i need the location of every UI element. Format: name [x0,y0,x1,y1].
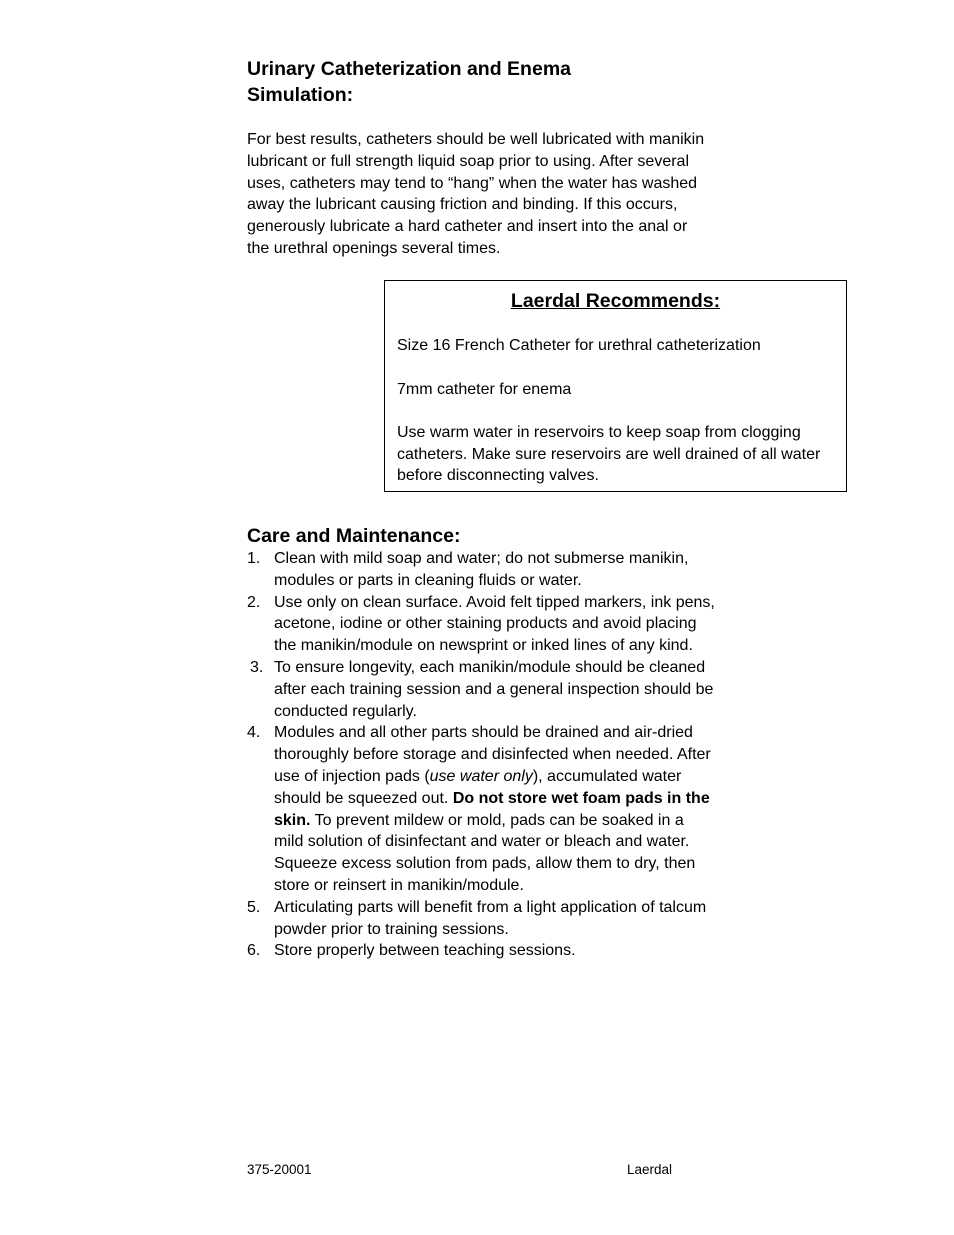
list-item [247,897,717,941]
recommendation-item: Use warm water in reservoirs to keep soap from clogging catheters. Make sure reservoirs are well drained of all water before disconnecting valves. [397,424,821,485]
list-item [247,592,717,657]
list-number: 4. [247,724,261,742]
list-text-italic: use water only [429,767,533,785]
list-text: Store properly between teaching sessions. [274,942,576,960]
list-text: Clean with mild soap and water; do not submerse manikin, modules or parts in cleaning fluids or water. [274,550,689,589]
care-list [247,548,717,962]
footer-document-number: 375-20001 [247,1162,312,1177]
list-item [247,548,717,592]
list-number: 6. [247,942,261,960]
list-number: 2. [247,593,261,611]
list-item [247,722,717,896]
list-text-part: To prevent mildew or mold, pads can be soaked in a mild solution of disinfectant and water or bleach and water. Squeeze excess solution from pads, allow them to dry, then store or reinsert in manikin/module. [274,811,696,894]
list-number: 3. [250,658,264,676]
list-item [247,940,717,962]
list-text: To ensure longevity, each manikin/module should be cleaned after each training session and a general inspection should be conducted regularly. [274,658,714,720]
intro-paragraph: For best results, catheters should be well lubricated with manikin lubricant or full strength liquid soap prior to using. After several uses, catheters may tend to “hang” when the water has washed away the lubricant causing friction and binding. If this occurs, generously lubricate a hard catheter and insert into the anal or the urethral openings several times. [247,131,705,257]
recommendations-title: Laerdal Recommends: [510,290,721,312]
recommendations-box [384,280,847,492]
section-title: Urinary Catheterization and Enema Simulation: [247,58,571,106]
recommendation-item: Size 16 French Catheter for urethral catheterization [397,337,761,354]
list-text-part: ), accumulated water should be squeezed out. [274,767,682,807]
list-text-part: Modules and all other parts should be drained and air-dried thoroughly before storage and disinfected when needed. After use of injection pads ( [274,724,711,785]
list-text: Use only on clean surface. Avoid felt tipped markers, ink pens, acetone, iodine or other staining products and avoid placing the manikin/module on newsprint or inked lines of any kind. [274,593,715,655]
list-item [247,657,717,722]
list-number: 1. [247,550,261,567]
list-text-bold: Do not store wet foam pads in the skin. [274,789,710,829]
footer-brand: Laerdal [627,1162,673,1177]
list-text: Articulating parts will benefit from a light application of talcum powder prior to training sessions. [274,898,707,938]
recommendation-item: 7mm catheter for enema [397,381,572,398]
list-number: 5. [247,898,261,916]
care-heading: Care and Maintenance: [247,525,461,547]
